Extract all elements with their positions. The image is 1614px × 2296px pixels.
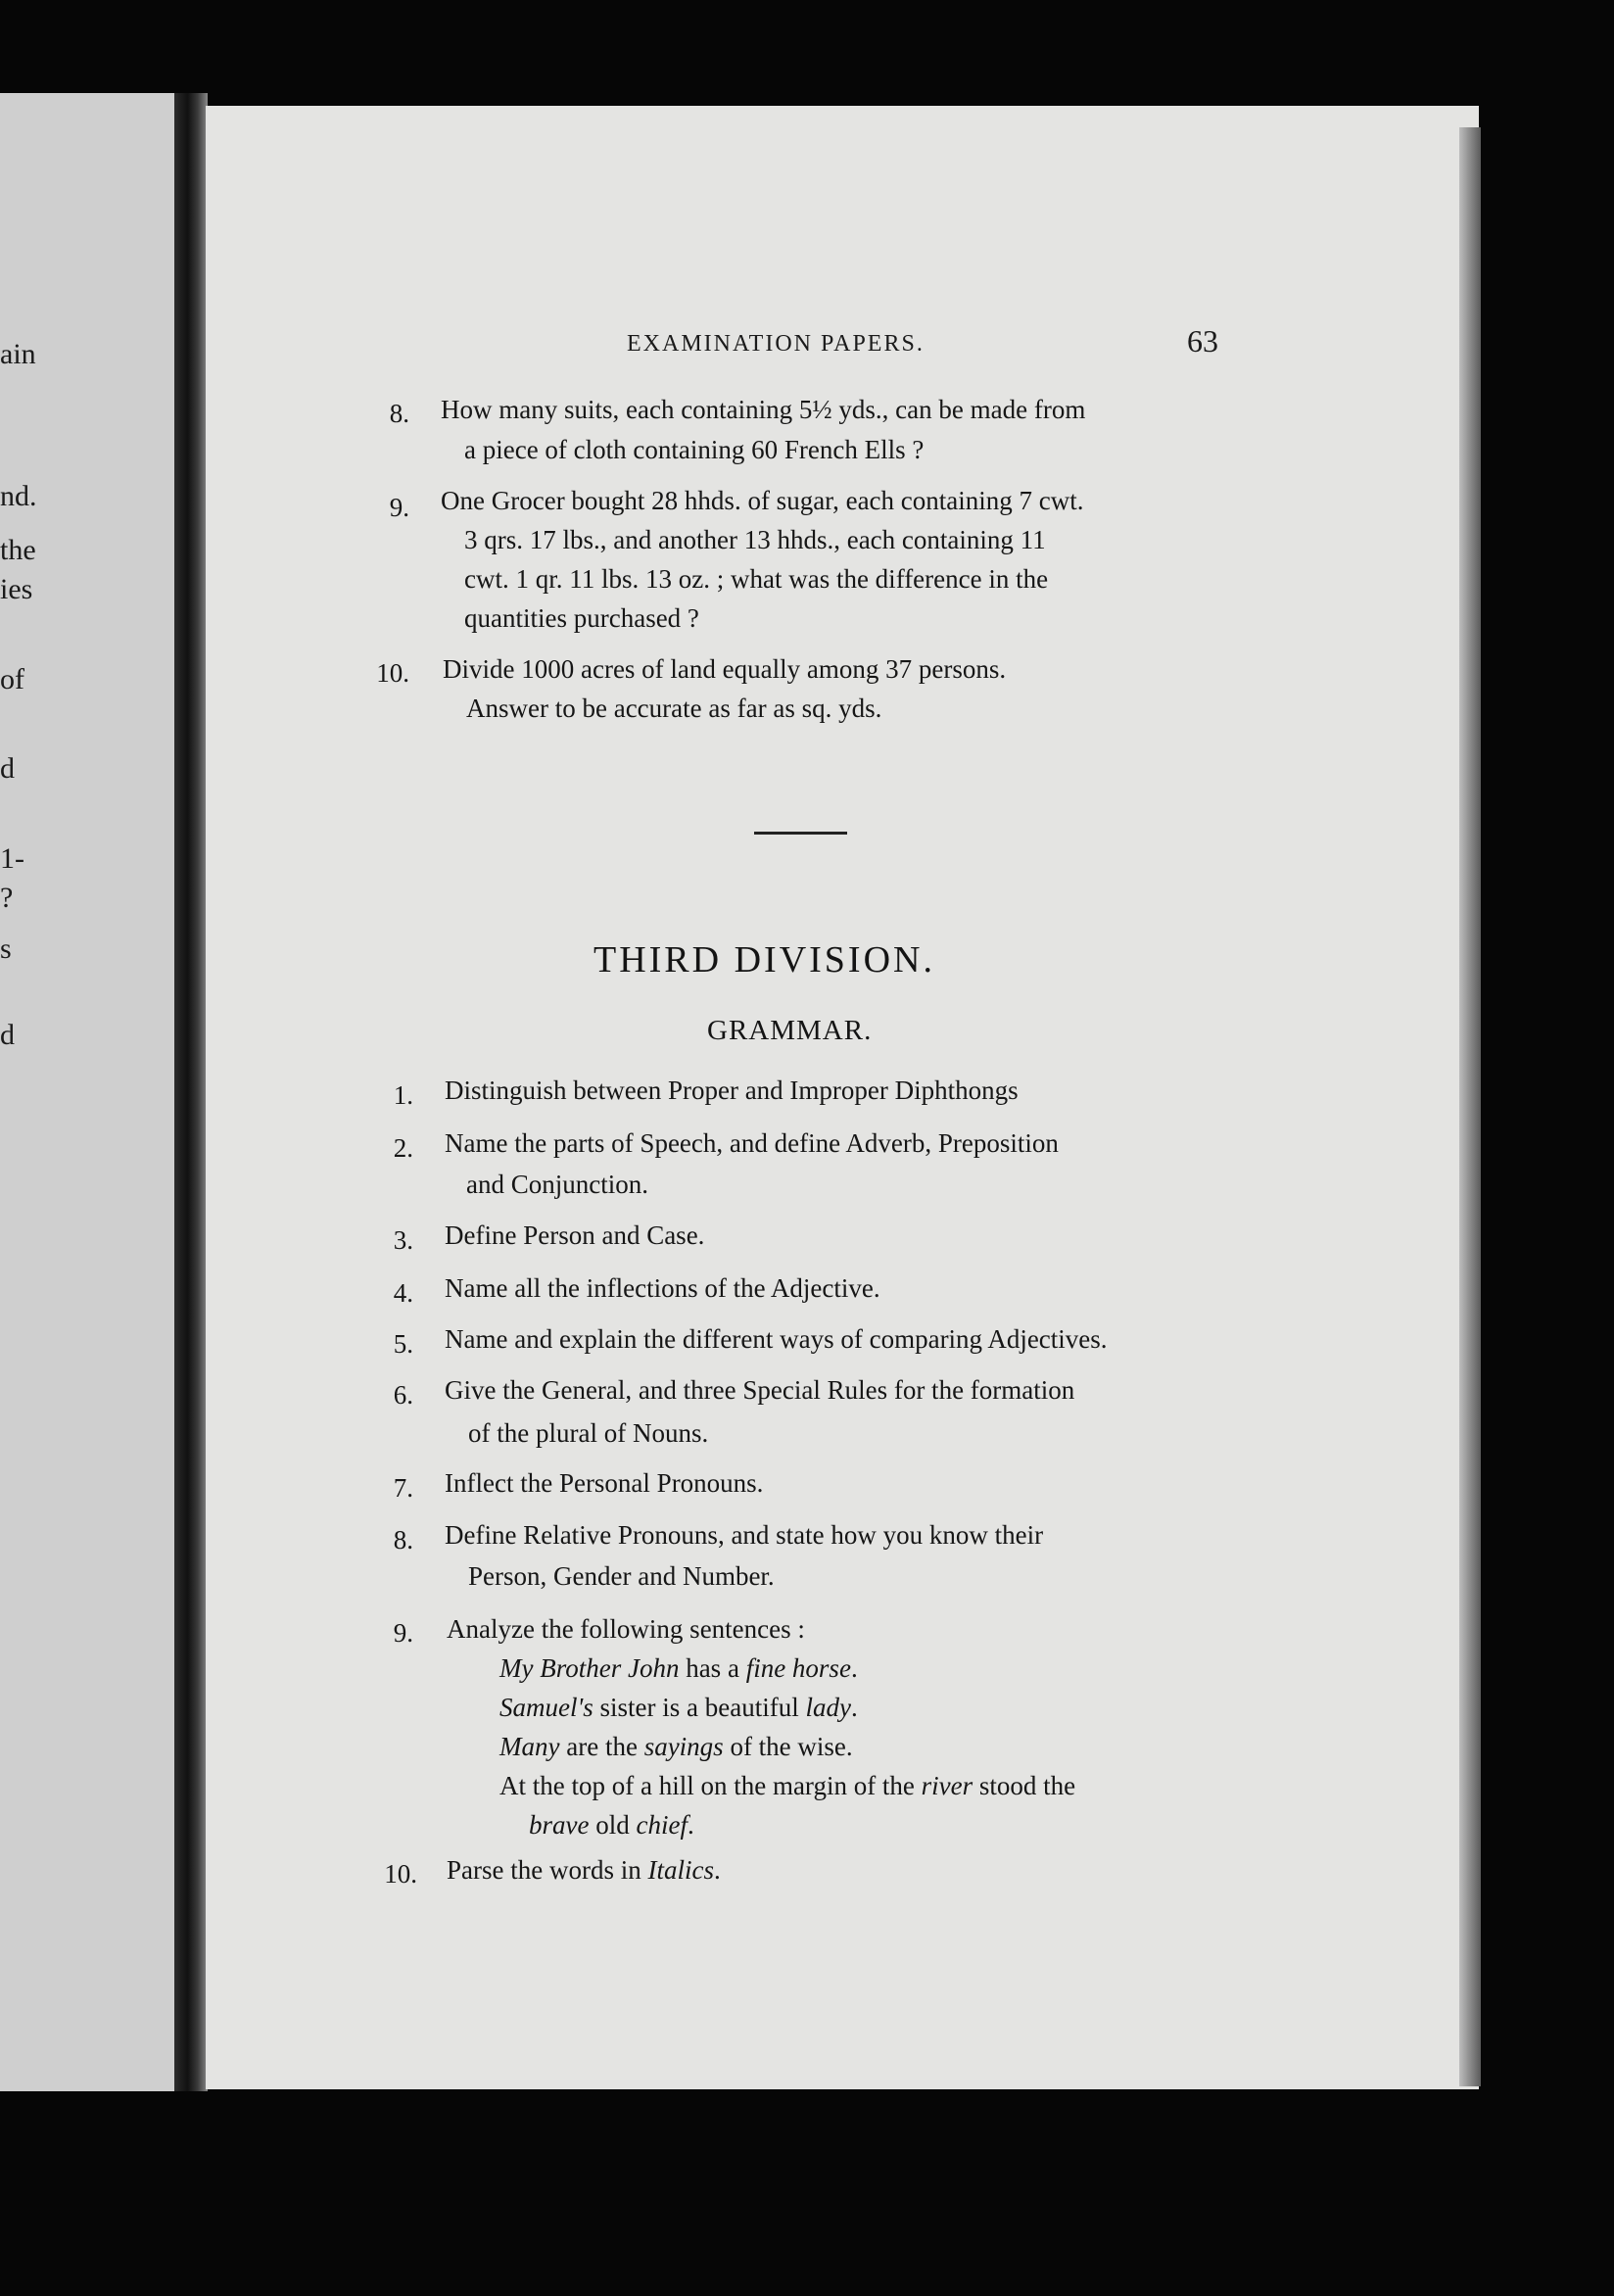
- sentence-text: .: [850, 1693, 858, 1722]
- question-text: Define Relative Pronouns, and state how you know their: [445, 1520, 1044, 1550]
- question-text: cwt. 1 qr. 11 lbs. 13 oz. ; what was the difference in the: [464, 564, 1049, 594]
- question-text: Name the parts of Speech, and define Adverb, Preposition: [445, 1128, 1059, 1158]
- left-page-fragment: ain: [0, 338, 36, 370]
- left-page-fragment: ies: [0, 573, 33, 605]
- example-sentence: [499, 1773, 1075, 1799]
- example-sentence: [499, 1695, 858, 1721]
- question-text: Inflect the Personal Pronouns.: [445, 1468, 764, 1498]
- sentence-text: stood the: [973, 1771, 1076, 1800]
- question-text: How many suits, each containing 5½ yds., can be made from: [441, 395, 1086, 424]
- question-text: 3 qrs. 17 lbs., and another 13 hhds., each containing 11: [464, 525, 1046, 554]
- question-text: Name all the inflections of the Adjective.: [445, 1273, 880, 1303]
- left-page-fragment: 1-: [0, 842, 24, 875]
- sentence-text: of the wise.: [723, 1732, 853, 1761]
- left-page-fragment: the: [0, 534, 36, 566]
- left-page-fragment: of: [0, 663, 24, 695]
- question-text: quantities purchased ?: [464, 603, 699, 633]
- question-text: [447, 1857, 721, 1884]
- question-number: 8.: [393, 1525, 413, 1555]
- question-number: 5.: [393, 1329, 413, 1359]
- running-header: EXAMINATION PAPERS.: [627, 331, 925, 357]
- italic-word: Italics: [647, 1855, 714, 1885]
- question-text: a piece of cloth containing 60 French Ells ?: [464, 435, 925, 464]
- sentence-text: .: [850, 1653, 858, 1683]
- italic-word: lady: [805, 1693, 851, 1722]
- section-title: GRAMMAR.: [707, 1015, 873, 1046]
- italic-word: brave: [529, 1810, 590, 1840]
- sentence-text: sister is a beautiful: [593, 1693, 806, 1722]
- example-sentence: [499, 1655, 858, 1682]
- question-number: 10.: [384, 1859, 417, 1889]
- question-number: 8.: [389, 399, 409, 428]
- example-sentence: [499, 1734, 853, 1760]
- question-number: 10.: [376, 658, 409, 688]
- left-page-fragment: nd.: [0, 480, 37, 512]
- sentence-text: .: [687, 1810, 694, 1840]
- division-title: THIRD DIVISION.: [593, 939, 935, 981]
- question-number: 6.: [393, 1380, 413, 1410]
- question-text: Divide 1000 acres of land equally among 37 persons.: [443, 654, 1007, 684]
- italic-word: sayings: [643, 1732, 724, 1761]
- sentence-text: .: [713, 1855, 721, 1885]
- sentence-text: At the top of a hill on the margin of the: [499, 1771, 922, 1800]
- question-text: Define Person and Case.: [445, 1220, 705, 1250]
- example-sentence: [529, 1812, 694, 1839]
- question-number: 9.: [389, 493, 409, 522]
- question-text: Give the General, and three Special Rules for the formation: [445, 1375, 1075, 1405]
- left-page-fragment: d: [0, 752, 15, 785]
- question-number: 3.: [393, 1225, 413, 1255]
- question-text: Analyze the following sentences :: [447, 1614, 805, 1644]
- question-text: Person, Gender and Number.: [468, 1561, 775, 1591]
- question-text: and Conjunction.: [466, 1170, 648, 1199]
- question-text: Distinguish between Proper and Improper Diphthongs: [445, 1076, 1019, 1105]
- question-text: Answer to be accurate as far as sq. yds.: [466, 694, 882, 723]
- question-text: One Grocer bought 28 hhds. of sugar, each containing 7 cwt.: [441, 486, 1084, 515]
- left-page-fragment: s: [0, 933, 12, 965]
- question-number: 9.: [393, 1618, 413, 1648]
- italic-word: Samuel's: [499, 1693, 593, 1722]
- sentence-text: Parse the words in: [447, 1855, 641, 1885]
- book-gutter: [174, 93, 208, 2091]
- italic-word: river: [921, 1771, 973, 1800]
- sentence-text: old: [589, 1810, 637, 1840]
- question-text: Name and explain the different ways of comparing Adjectives.: [445, 1324, 1108, 1354]
- question-text: of the plural of Nouns.: [468, 1418, 709, 1448]
- question-number: 2.: [393, 1133, 413, 1163]
- section-divider: [754, 832, 847, 835]
- page-edge: [1459, 127, 1481, 2086]
- sentence-text: has a: [679, 1653, 746, 1683]
- italic-word: chief: [636, 1810, 688, 1840]
- left-page-fragment: ?: [0, 882, 14, 914]
- left-page-edge: [0, 93, 186, 2091]
- left-page-fragment: d: [0, 1019, 15, 1051]
- question-number: 7.: [393, 1473, 413, 1503]
- page-number: 63: [1187, 323, 1218, 359]
- sentence-text: are the: [559, 1732, 644, 1761]
- italic-word: fine horse: [745, 1653, 851, 1683]
- question-number: 1.: [393, 1080, 413, 1110]
- italic-word: Many: [499, 1732, 560, 1761]
- italic-word: My Brother John: [499, 1653, 680, 1683]
- question-number: 4.: [393, 1278, 413, 1308]
